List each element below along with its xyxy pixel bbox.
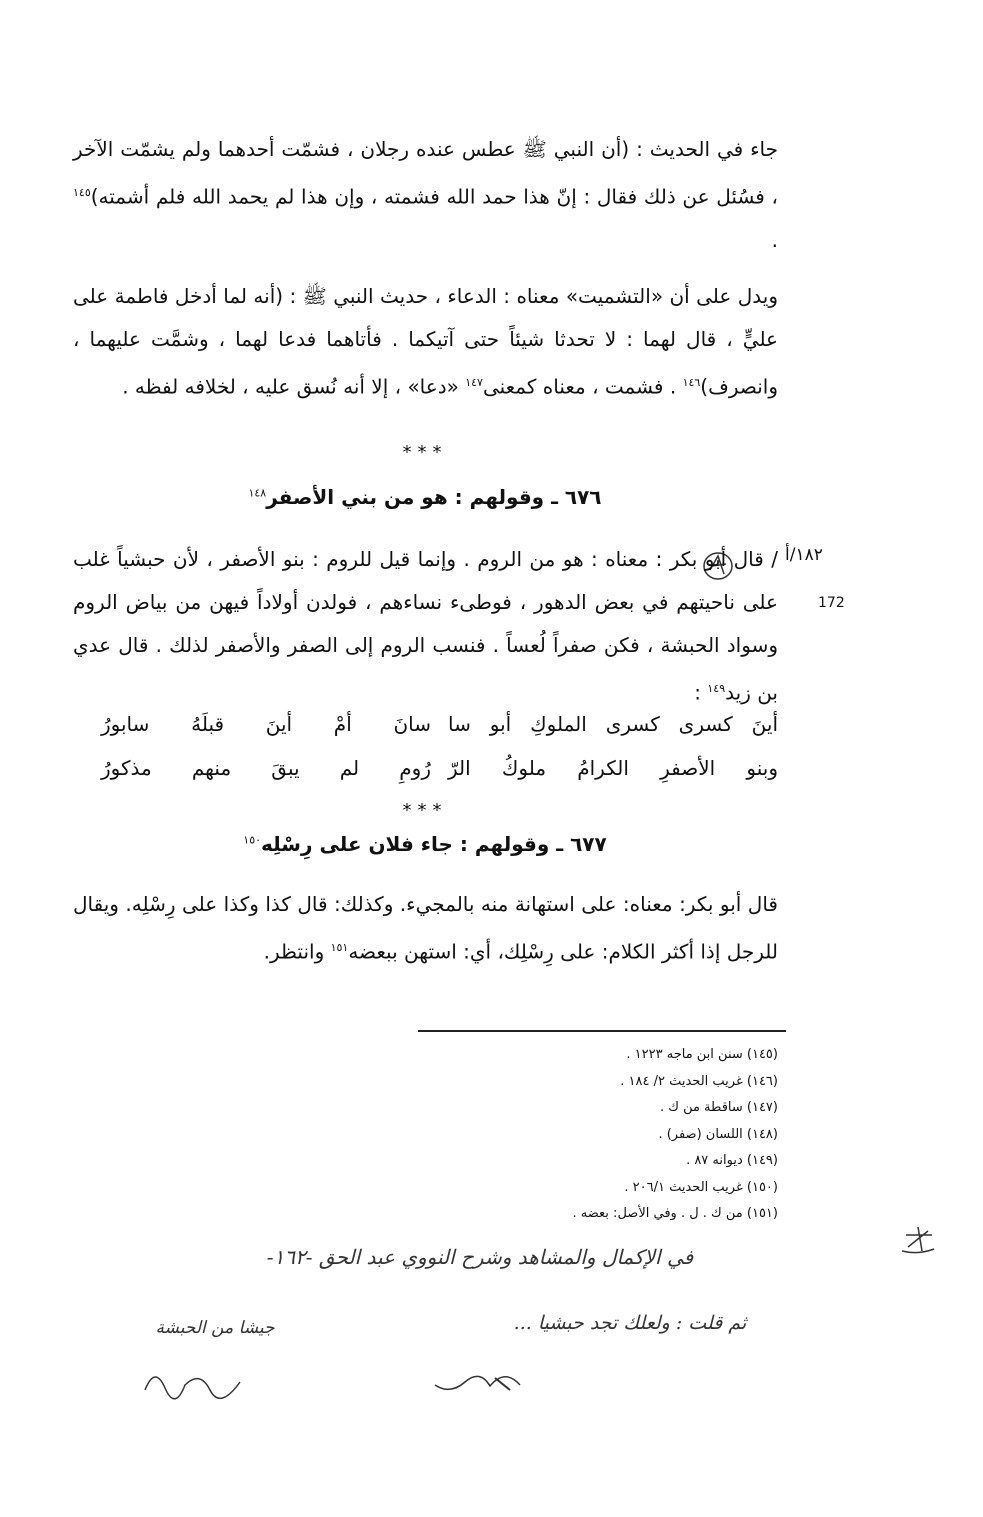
paragraph-ala-rislih: [73, 883, 778, 974]
paragraph-tashmit-meaning: [73, 275, 778, 409]
entry-heading-677: [0, 832, 850, 856]
paragraph-end: .: [771, 227, 778, 252]
page-number: 172: [818, 595, 845, 611]
footnote-148: (١٤٨) اللسان (صفر) .: [658, 1126, 778, 1142]
heading-text: ٦٧٧ ـ وقولهم : جاء فلان على رِسْلِه: [261, 832, 607, 856]
handwritten-scribble-icon: [140, 1360, 260, 1400]
handwritten-note-line-3: جيشا من الحبشة: [155, 1318, 275, 1338]
paragraph-text: قال أبو بكر: معناه: على استهانة منه بالمجيء. وكذلك: قال كذا وكذا على رِسْلِه. ويقال للرجل إذا أكثر الكلام: على رِسْلِك، أي: استهن ببعضه: [73, 892, 778, 964]
footnote-ref-148: ١٤٨: [248, 486, 267, 500]
handwritten-note-line-1: في الإكمال والمشاهد وشرح النووي عبد الحق -١٦٢-: [266, 1245, 694, 1269]
entry-heading-676: [0, 485, 850, 509]
heading-text: ٦٧٦ ـ وقولهم : هو من بني الأصفر: [266, 485, 602, 509]
footnote-151: (١٥١) من ك . ل . وفي الأصل: بعضه .: [572, 1206, 778, 1221]
handwritten-note-line-2: ثم قلت : ولعلك تجد حبشيا ...: [513, 1312, 747, 1334]
paragraph-text: وانتظر.: [263, 939, 331, 964]
handwritten-star-icon: [898, 1225, 938, 1255]
footnote-ref-150: ١٥٠: [243, 833, 262, 847]
paragraph-bani-asfar: [73, 538, 778, 715]
section-separator: ***: [402, 800, 448, 821]
footnote-146: (١٤٦) غريب الحديث ٢/ ١٨٤ .: [620, 1073, 778, 1089]
footnote-divider: [418, 1030, 786, 1032]
verse-first-hemistich: أينَ كسرى كسرى الملوكِ أبو سا: [448, 712, 778, 736]
footnote-150: (١٥٠) غريب الحديث ٢٠٦/١ .: [624, 1179, 778, 1195]
footnote-ref-151: ١٥١: [330, 941, 349, 954]
handwritten-scribble-icon: [430, 1360, 540, 1400]
footnote-147: (١٤٧) ساقطة من ك .: [659, 1100, 778, 1115]
section-separator: ***: [402, 442, 448, 463]
footnote-149: (١٤٩) ديوانه ٨٧ .: [686, 1153, 778, 1168]
paragraph-text: ويدل على أن «التشميت» معناه : الدعاء ، حديث النبي ﷺ : (أنه لما أدخل فاطمة على عليٍّ ، قال لهما : لا تحدثا شيئاً حتى آتيكما . فأتاهما فدعا لهما ، وشمَّت عليهما ، وانصرف): [73, 284, 778, 399]
footnote-ref-147: ١٤٧: [465, 376, 483, 389]
poetry-verse-1: [73, 712, 778, 748]
paragraph-text: جاء في الحديث : (أن النبي ﷺ عطس عنده رجلان ، فشمّت أحدهما ولم يشمّت الآخر ، فسُئل عن ذلك فقال : إنّ هذا حمد الله فشمته ، وإن هذا لم يحمد الله فلم أشمته): [73, 137, 778, 209]
paragraph-text: «دعا» ، إلا أنه نُسق عليه ، لخلافه لفظه .: [122, 374, 466, 399]
manuscript-folio-ref: ١٨٢/أ: [785, 545, 823, 565]
paragraph-text: . فشمت ، معناه كمعنى: [482, 374, 683, 399]
footnotes-list: [358, 1042, 778, 1228]
footnote-145: (١٤٥) سنن ابن ماجه ١٢٢٣ .: [626, 1047, 778, 1062]
verse-first-hemistich: وبنو الأصفرِ الكرامُ ملوكُ الرّ: [448, 756, 778, 780]
poetry-verse-2: [73, 756, 778, 792]
verse-second-hemistich: سانَ أمْ أينَ قبلَهُ سابورُ: [101, 712, 431, 736]
verse-second-hemistich: رُومِ لم يبقَ منهم مذكورُ: [101, 756, 431, 780]
footnote-ref-146: ١٤٦: [682, 376, 701, 389]
paragraph-sneeze-hadith: [73, 128, 778, 262]
paragraph-end: :: [694, 680, 708, 705]
paragraph-text: / قال أبو بكر : معناه : هو من الروم . وإنما قيل للروم : بنو الأصفر ، لأن حبشياً غلب على ناحيتهم في بعض الدهور ، فوطىء نساءهم ، فولدن أولاداً فيهن من بياض الروم وسواد الحبشة ، فكن صفراً لُعساً . فنسب الروم إلى الصفر والأصفر لذلك . قال عدي بن زيد: [73, 547, 778, 705]
footnote-ref-149: ١٤٩: [707, 682, 726, 695]
footnote-ref-145: ١٤٥: [73, 186, 91, 199]
